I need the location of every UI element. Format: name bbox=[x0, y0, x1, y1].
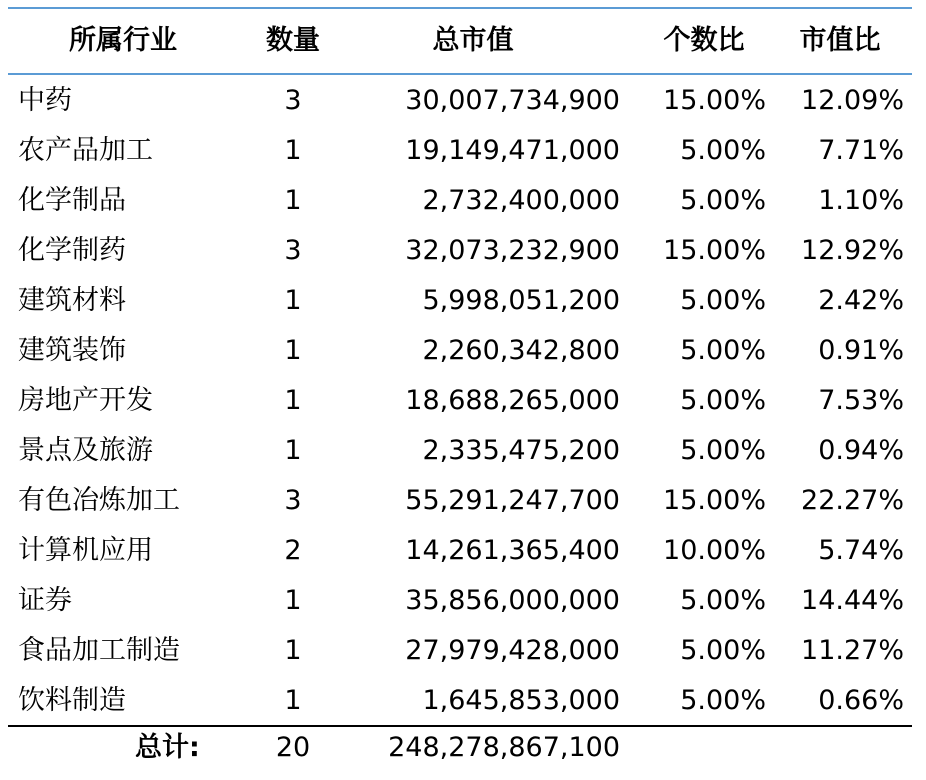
table-top-rule bbox=[8, 7, 912, 9]
table-total-row bbox=[8, 723, 912, 773]
cell-count-ratio: 5.00% bbox=[680, 135, 766, 166]
table-row bbox=[8, 576, 912, 626]
total-label: 总计: bbox=[135, 732, 200, 763]
cell-industry: 建筑材料 bbox=[18, 285, 126, 316]
cell-cap-ratio: 14.44% bbox=[801, 585, 904, 616]
cell-count: 1 bbox=[284, 335, 302, 366]
header-rule bbox=[8, 73, 912, 75]
cell-market-cap: 30,007,734,900 bbox=[405, 85, 620, 116]
cell-market-cap: 2,732,400,000 bbox=[422, 185, 620, 216]
cell-count-ratio: 5.00% bbox=[680, 585, 766, 616]
cell-market-cap: 14,261,365,400 bbox=[405, 535, 620, 566]
cell-cap-ratio: 7.71% bbox=[818, 135, 904, 166]
cell-count-ratio: 5.00% bbox=[680, 385, 766, 416]
table-row bbox=[8, 376, 912, 426]
cell-count-ratio: 5.00% bbox=[680, 435, 766, 466]
cell-market-cap: 35,856,000,000 bbox=[405, 585, 620, 616]
cell-cap-ratio: 0.66% bbox=[818, 685, 904, 716]
cell-industry: 建筑装饰 bbox=[18, 335, 126, 366]
table-header-row bbox=[8, 16, 912, 66]
cell-cap-ratio: 5.74% bbox=[818, 535, 904, 566]
header-industry: 所属行业 bbox=[69, 25, 177, 56]
cell-market-cap: 1,645,853,000 bbox=[422, 685, 620, 716]
cell-count-ratio: 5.00% bbox=[680, 335, 766, 366]
cell-cap-ratio: 0.94% bbox=[818, 435, 904, 466]
table-row bbox=[8, 176, 912, 226]
header-cap-ratio: 市值比 bbox=[799, 25, 881, 56]
table-row bbox=[8, 126, 912, 176]
cell-count-ratio: 5.00% bbox=[680, 685, 766, 716]
table-row bbox=[8, 626, 912, 676]
cell-industry: 饮料制造 bbox=[18, 685, 126, 716]
header-market-cap: 总市值 bbox=[432, 25, 514, 56]
cell-count-ratio: 15.00% bbox=[663, 485, 766, 516]
table-row bbox=[8, 226, 912, 276]
cell-industry: 计算机应用 bbox=[18, 535, 153, 566]
cell-cap-ratio: 1.10% bbox=[818, 185, 904, 216]
cell-count: 1 bbox=[284, 185, 302, 216]
cell-count-ratio: 15.00% bbox=[663, 235, 766, 266]
table-row bbox=[8, 276, 912, 326]
cell-cap-ratio: 11.27% bbox=[801, 635, 904, 666]
cell-cap-ratio: 12.92% bbox=[801, 235, 904, 266]
cell-count: 2 bbox=[284, 535, 302, 566]
cell-industry: 农产品加工 bbox=[18, 135, 153, 166]
cell-count: 1 bbox=[284, 385, 302, 416]
cell-industry: 中药 bbox=[18, 85, 72, 116]
cell-count: 1 bbox=[284, 285, 302, 316]
cell-industry: 证券 bbox=[18, 585, 72, 616]
cell-count: 1 bbox=[284, 635, 302, 666]
cell-market-cap: 19,149,471,000 bbox=[405, 135, 620, 166]
table-row bbox=[8, 476, 912, 526]
cell-industry: 化学制品 bbox=[18, 185, 126, 216]
cell-market-cap: 5,998,051,200 bbox=[422, 285, 620, 316]
cell-count-ratio: 5.00% bbox=[680, 635, 766, 666]
cell-market-cap: 18,688,265,000 bbox=[405, 385, 620, 416]
total-count: 20 bbox=[275, 732, 311, 763]
cell-market-cap: 2,260,342,800 bbox=[422, 335, 620, 366]
cell-market-cap: 55,291,247,700 bbox=[405, 485, 620, 516]
cell-industry: 有色冶炼加工 bbox=[18, 485, 180, 516]
cell-cap-ratio: 22.27% bbox=[801, 485, 904, 516]
total-market-cap: 248,278,867,100 bbox=[388, 732, 620, 763]
cell-cap-ratio: 0.91% bbox=[818, 335, 904, 366]
cell-market-cap: 32,073,232,900 bbox=[405, 235, 620, 266]
cell-count-ratio: 15.00% bbox=[663, 85, 766, 116]
cell-market-cap: 27,979,428,000 bbox=[405, 635, 620, 666]
cell-count: 1 bbox=[284, 435, 302, 466]
cell-count-ratio: 5.00% bbox=[680, 285, 766, 316]
cell-market-cap: 2,335,475,200 bbox=[422, 435, 620, 466]
cell-count-ratio: 5.00% bbox=[680, 185, 766, 216]
cell-industry: 食品加工制造 bbox=[18, 635, 180, 666]
table-row bbox=[8, 326, 912, 376]
cell-industry: 房地产开发 bbox=[18, 385, 153, 416]
cell-cap-ratio: 7.53% bbox=[818, 385, 904, 416]
cell-count: 3 bbox=[284, 235, 302, 266]
cell-count-ratio: 10.00% bbox=[663, 535, 766, 566]
cell-count: 1 bbox=[284, 685, 302, 716]
cell-cap-ratio: 2.42% bbox=[818, 285, 904, 316]
header-count-ratio: 个数比 bbox=[663, 25, 745, 56]
cell-count: 3 bbox=[284, 85, 302, 116]
header-count: 数量 bbox=[266, 25, 320, 56]
cell-count: 1 bbox=[284, 135, 302, 166]
table-row bbox=[8, 426, 912, 476]
table-row bbox=[8, 526, 912, 576]
cell-count: 3 bbox=[284, 485, 302, 516]
cell-cap-ratio: 12.09% bbox=[801, 85, 904, 116]
cell-industry: 化学制药 bbox=[18, 235, 126, 266]
table-row bbox=[8, 76, 912, 126]
cell-count: 1 bbox=[284, 585, 302, 616]
table-row bbox=[8, 676, 912, 726]
cell-industry: 景点及旅游 bbox=[18, 435, 153, 466]
